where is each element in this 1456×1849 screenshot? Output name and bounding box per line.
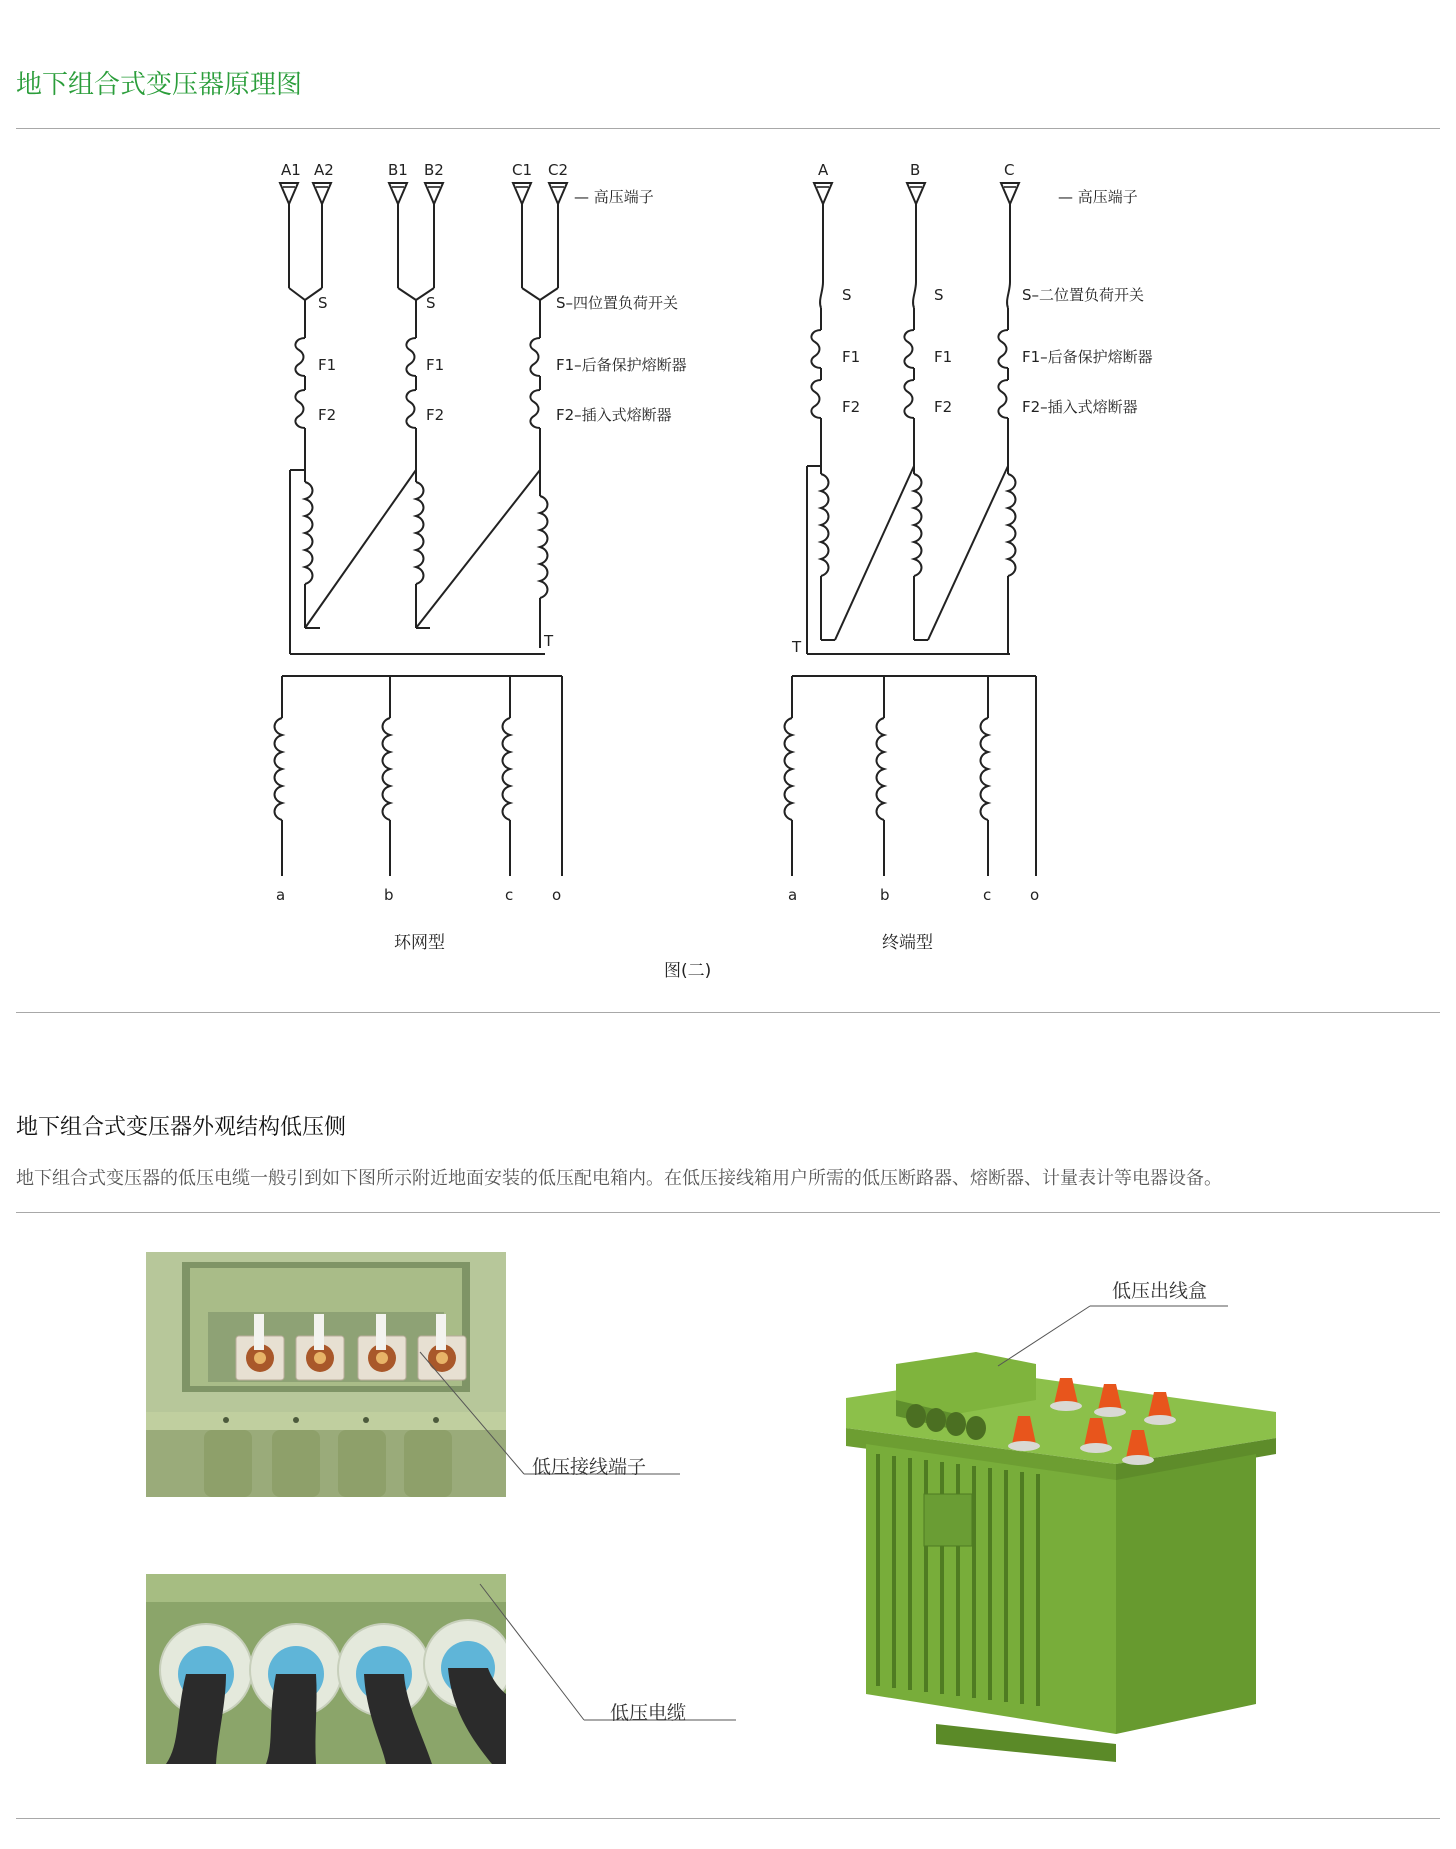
- terminal-label: A1: [281, 161, 301, 179]
- terminal-label: C: [1004, 161, 1015, 179]
- terminal-label: B2: [424, 161, 444, 179]
- lv-terminal-label: o: [552, 886, 562, 904]
- divider: [16, 1012, 1440, 1013]
- divider: [16, 128, 1440, 129]
- lv-terminal-callout-label: 低压接线端子: [532, 1456, 647, 1478]
- fuse-f2-label: F2: [934, 398, 953, 416]
- tap-label: T: [544, 632, 554, 650]
- switch-label: S: [934, 286, 944, 304]
- section-title-appearance: 地下组合式变压器外观结构低压侧: [16, 1115, 347, 1140]
- fuse-f2-label: F2: [842, 398, 861, 416]
- lv-cable-photo: [146, 1574, 506, 1764]
- terminal-label: A2: [314, 161, 334, 179]
- lv-terminal-label: c: [505, 886, 514, 904]
- fuse-f1-label: F1: [318, 356, 337, 374]
- terminal-label: A: [818, 161, 829, 179]
- diagram-caption-ring: 环网型: [394, 933, 445, 953]
- terminal-label: C2: [548, 161, 569, 179]
- switch-label: S: [842, 286, 852, 304]
- terminal-label: B: [910, 161, 921, 179]
- tap-label: T: [792, 638, 802, 656]
- terminal-label: C1: [512, 161, 533, 179]
- fuse-f1-legend: F1–后备保护熔断器: [1022, 348, 1153, 366]
- switch-legend: S–四位置负荷开关: [556, 294, 679, 312]
- figure-caption: 图(二): [664, 961, 712, 981]
- lv-terminal-label: c: [983, 886, 992, 904]
- switch-legend: S–二位置负荷开关: [1022, 286, 1145, 304]
- diagram-caption-terminal: 终端型: [882, 933, 933, 953]
- divider: [16, 1212, 1440, 1213]
- fuse-f2-label: F2: [318, 406, 337, 424]
- lv-terminal-label: a: [276, 886, 286, 904]
- transformer-photo: [836, 1334, 1288, 1774]
- fuse-f2-label: F2: [426, 406, 445, 424]
- hv-terminal-legend: — 高压端子: [1058, 188, 1138, 206]
- terminal-label: B1: [388, 161, 408, 179]
- lv-cable-callout-label: 低压电缆: [610, 1702, 687, 1724]
- fuse-f1-legend: F1–后备保护熔断器: [556, 356, 687, 374]
- hv-terminal-legend: — 高压端子: [574, 188, 654, 206]
- switch-label: S: [318, 294, 328, 312]
- switch-label: S: [426, 294, 436, 312]
- fuse-f2-legend: F2–插入式熔断器: [556, 406, 672, 424]
- fuse-f1-label: F1: [426, 356, 445, 374]
- lv-terminal-label: b: [384, 886, 394, 904]
- lv-terminal-box-photo: [146, 1252, 506, 1497]
- lv-outlet-box-callout-label: 低压出线盒: [1112, 1280, 1208, 1302]
- lv-terminal-label: o: [1030, 886, 1040, 904]
- schematic-diagram: [0, 140, 1456, 1020]
- fuse-f1-label: F1: [934, 348, 953, 366]
- divider: [16, 1818, 1440, 1819]
- lv-terminal-label: b: [880, 886, 890, 904]
- section-title-principle: 地下组合式变压器原理图: [16, 70, 303, 100]
- fuse-f1-label: F1: [842, 348, 861, 366]
- fuse-f2-legend: F2–插入式熔断器: [1022, 398, 1138, 416]
- section-description: 地下组合式变压器的低压电缆一般引到如下图所示附近地面安装的低压配电箱内。在低压接线箱用户所需的低压断路器、熔断器、计量表计等电器设备。: [16, 1168, 1222, 1189]
- lv-terminal-label: a: [788, 886, 798, 904]
